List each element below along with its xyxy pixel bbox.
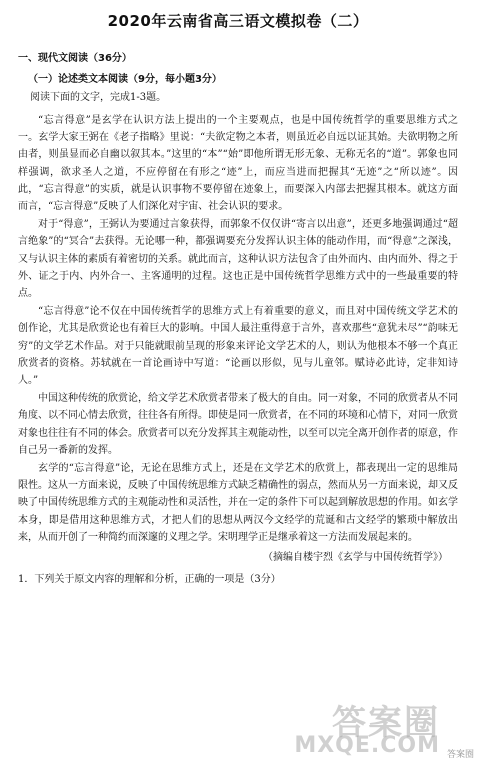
reading-instruction: 阅读下面的文字，完成1-3题。 — [30, 92, 167, 103]
passage-paragraph-2: 对于“得意”，王弼认为要通过言象获得，而郭象不仅仅讲“寄言以出意”，还更多地强调通过“超言绝象”的“冥合”去获得。无论哪一种，都强调要充分发挥认识主体的能动作用，而“得意”之深浅，又与认识主体的素质有着密切的关系。就此而言，这种认识方法包含了由外而内、由内而外、得之于外、证之于内、内外合一、主客通明的过程。这也正是中国传统哲学思维方式中的一些最重要的特点。 — [18, 219, 458, 300]
watermark-badge: 答案圈 — [446, 750, 474, 760]
passage-paragraph-5: 玄学的“忘言得意”论，无论在思维方式上，还是在文学艺术的欣赏上，都表现出一定的思维局限性。这从一方面来说，反映了中国传统思维方式缺乏精确性的弱点，然而从另一方面来说，却又反映了中国传统思维方式的主观能动性和灵活性，并在一定的条件下可以起到解放思想的作用。如玄学本身，即是借用这种思维方式，才把人们的思想从两汉今文经学的荒诞和古文经学的繁琐中解放出来，从而开创了一种简约而深邃的义理之学。宋明理学正是继承着这一方法而发展起来的。 — [18, 463, 458, 543]
passage-paragraph-4: 中国这种传统的欣赏论，给文学艺术欣赏者带来了极大的自由。同一对象，不同的欣赏者从不同角度、以不同心情去欣赏，往往各有所得。即使是同一欣赏者，在不同的环境和心情下，对同一欣赏对象也往往有不同的体会。欣赏者可以充分发挥其主观能动性，以至可以完全离开创作者的原意，作自己另一番新的发挥。 — [18, 393, 458, 456]
passage-paragraph-1: “忘言得意”是玄学在认识方法上提出的一个主要观点，也是中国传统哲学的重要思维方式之一。玄学大家王弼在《老子指略》里说：“夫欲定物之本者，则虽近必自远以证其始。夫欲明物之所由者，则虽显而必自幽以叙其本。”这里的“本”“始”即他所谓无形无象、无称无名的“道”。郭象也同样强调，欲求圣人之道，不应停留在有形之“迹”上，而应当进而把握其“无迹”之“所以迹”。因此，“忘言得意”的实质，就是认识事物不要停留在迹象上，而要深入内部去把握其根本。就这方面而言，“忘言得意”反映了人们深化对宇宙、社会认识的要求。 — [18, 115, 458, 213]
passage-source: （摘编自楼宇烈《玄学与中国传统哲学》） — [263, 552, 448, 564]
watermark-logo: 答案圈 — [332, 703, 440, 743]
watermark-url: MXQE.COM — [294, 733, 440, 758]
question-1: 1．下列关于原文内容的理解和分析，正确的一项是（3分） — [18, 574, 281, 586]
passage-paragraph-3: “忘言得意”论不仅在中国传统哲学的思维方式上有着重要的意义，而且对中国传统文学艺术的创作论，尤其是欣赏论也有着巨大的影响。中国人最注重得意于言外，喜欢那些“意犹未尽”“韵味无穷”的文学艺术作品。对于只能就眼前呈现的形象来评论文学艺术的人，则认为他根本不够一个真正欣赏者的资格。苏轼就在一首论画诗中写道：“论画以形似，见与儿童邻。赋诗必此诗，定非知诗人。” — [18, 306, 458, 387]
exam-title: 2020年云南省高三语文模拟卷（二） — [107, 12, 369, 30]
sub-heading: （一）论述类文本阅读（9分，每小题3分） — [28, 74, 222, 85]
section-heading: 一、现代文阅读（36分） — [18, 53, 132, 64]
